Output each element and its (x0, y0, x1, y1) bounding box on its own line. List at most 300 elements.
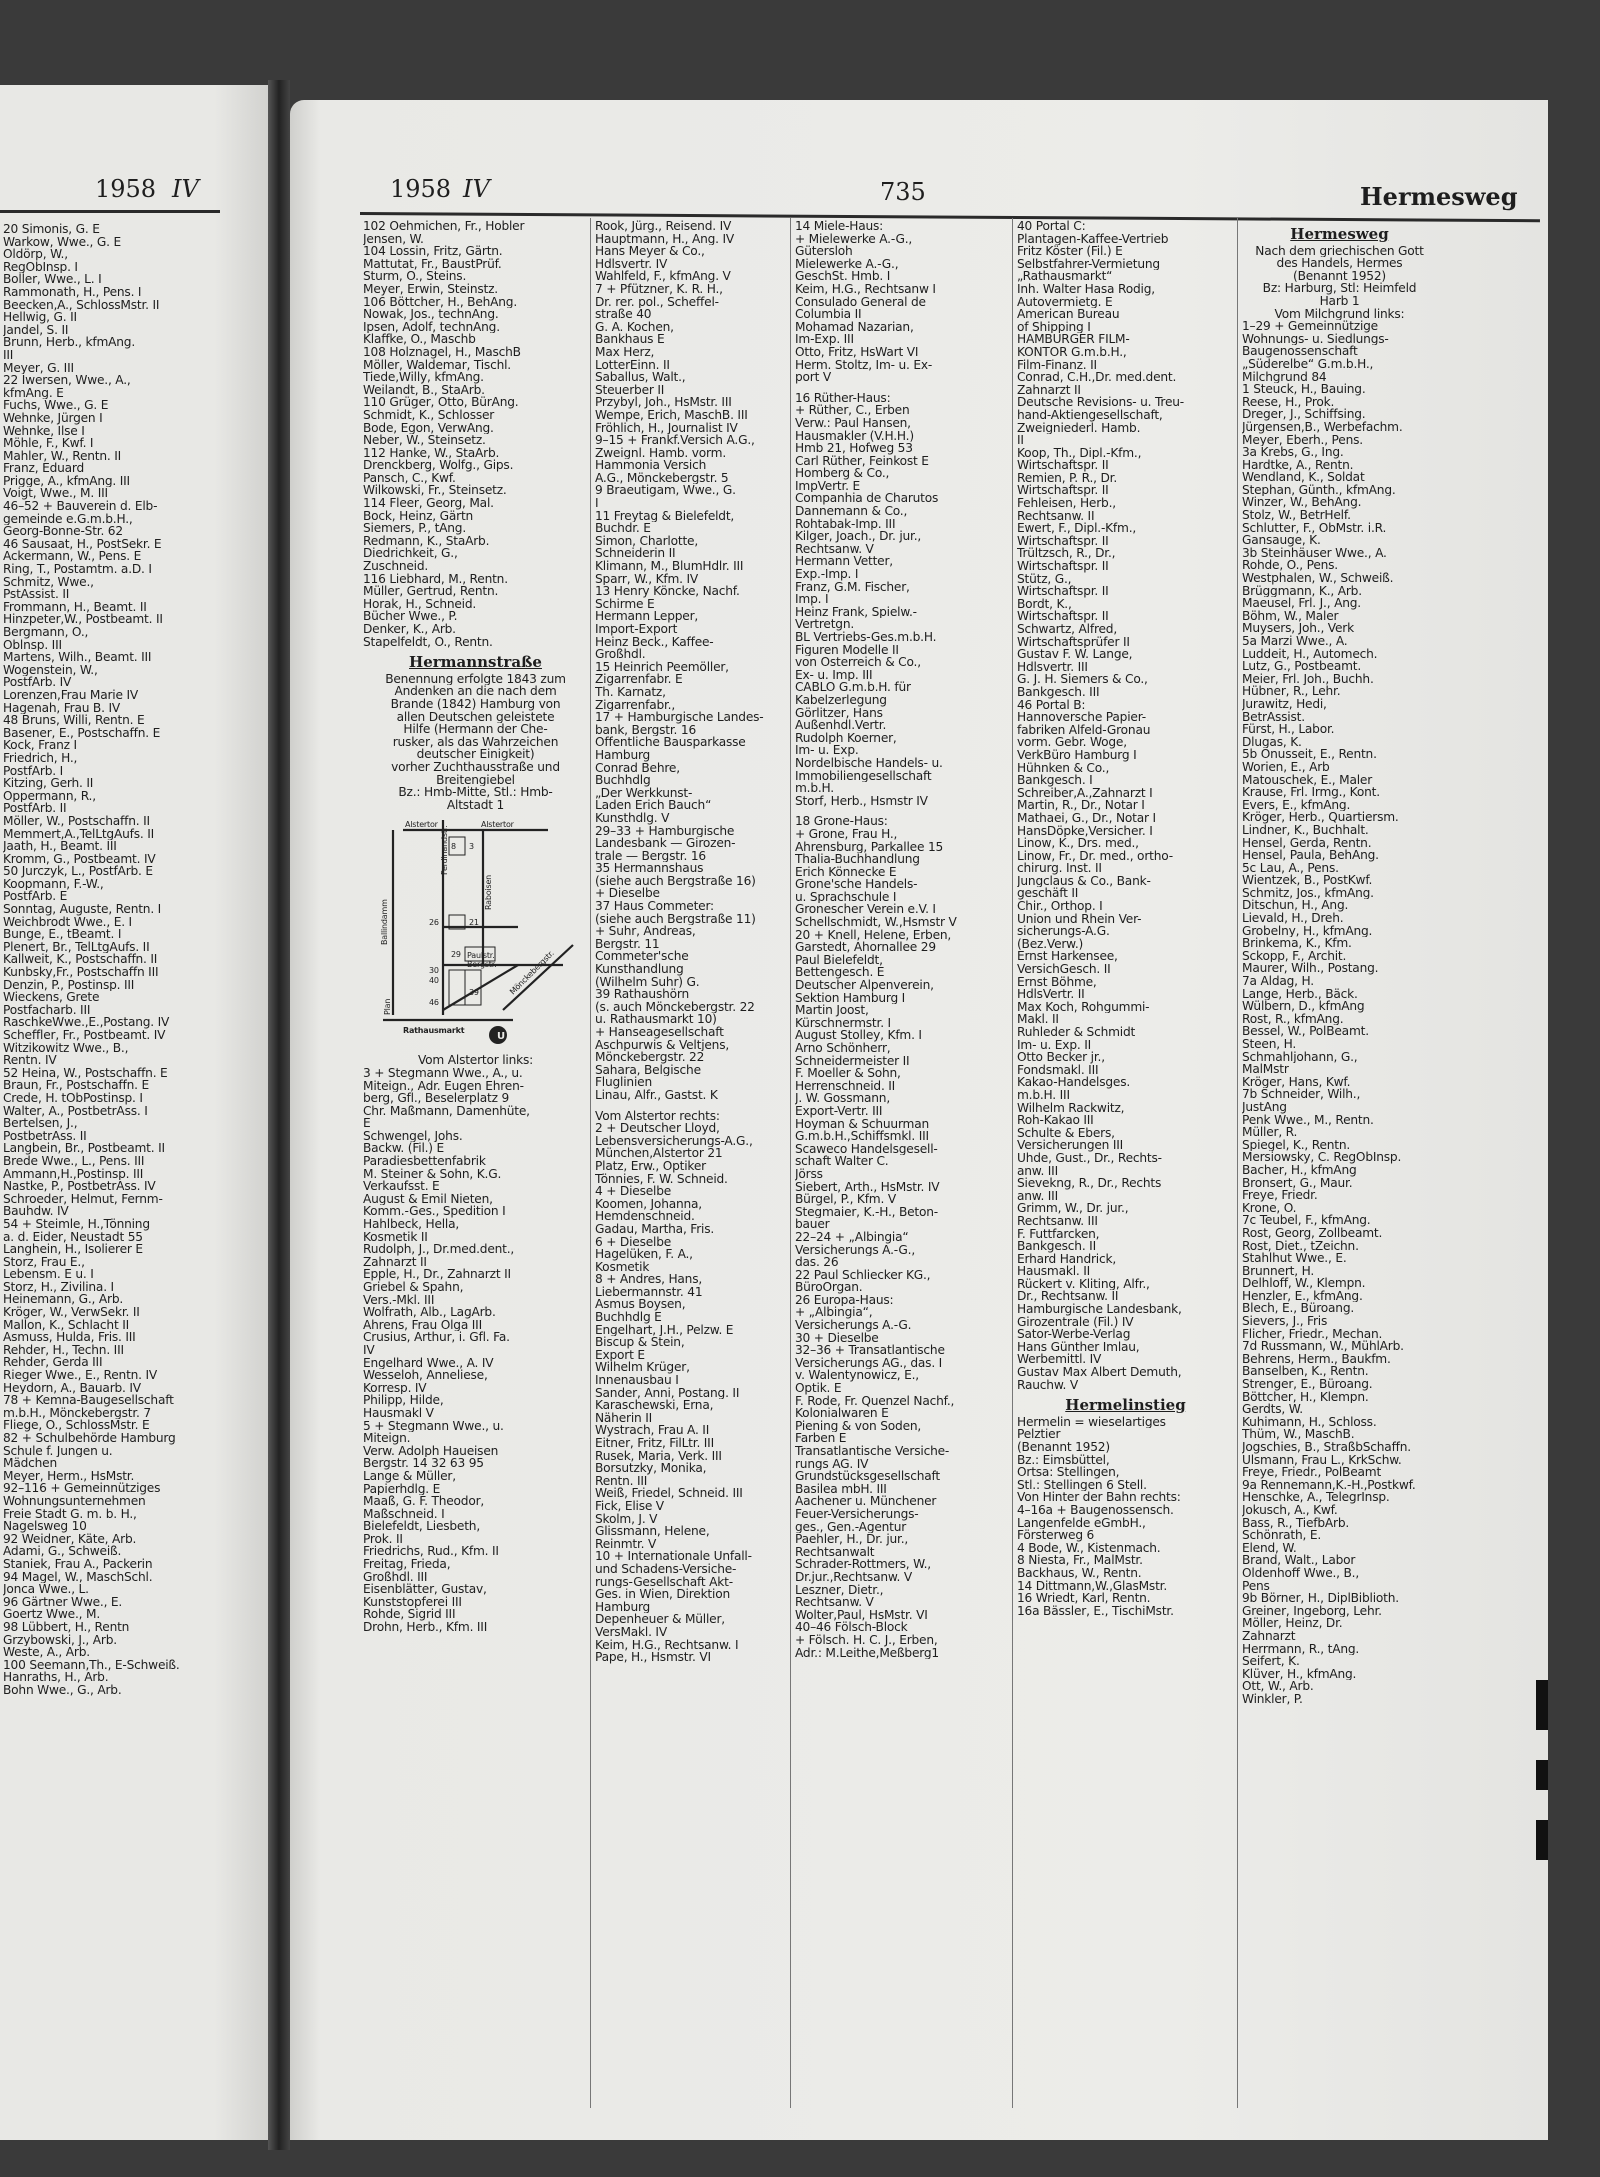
directory-line: Weiß, Friedel, Schneid. III (595, 1487, 743, 1500)
directory-line: Roh-Kakao III (1017, 1114, 1094, 1127)
directory-line: Müller, R. (1242, 1126, 1298, 1139)
map-label-monckebergstr: Mönckebergstr. (508, 949, 556, 997)
directory-line: Ott, W., Arb. (1242, 1680, 1314, 1693)
directory-line: Wolfrath, Alb., LagArb. (363, 1306, 496, 1319)
directory-line: Backw. (Fil.) E (363, 1142, 445, 1156)
directory-line: Wientzek, B., PostKwf. (1242, 874, 1373, 887)
directory-line: Zweignl. Hamb. vorm. (595, 446, 726, 460)
directory-line: Lindner, K., Buchhalt. (1242, 823, 1369, 837)
directory-line: bank, Bergstr. 16 (595, 723, 697, 737)
column-divider (790, 218, 791, 2108)
directory-line: Wahlfeld, F., kfmAng. V (595, 270, 731, 283)
directory-line: Eitner, Fritz, FilLtr. III (595, 1437, 714, 1450)
directory-line: Bode, Egon, VerwAng. (363, 421, 494, 435)
directory-line: Tiede,Willy, kfmAng. (363, 371, 484, 384)
directory-line: Wohnungs- u. Siedlungs- (1242, 332, 1389, 346)
directory-line: 13 Henry Köncke, Nachf. (595, 585, 740, 598)
directory-line: Versicherungs AG., das. I (795, 1356, 943, 1370)
directory-line: Paehler, H., Dr. jur., (795, 1533, 909, 1546)
directory-line: Schneidermeister II (795, 1054, 910, 1068)
directory-line: 3 + Stegmann Wwe., A., u. (363, 1066, 523, 1080)
directory-line (795, 384, 1009, 392)
directory-line: Koop, Th., Dipl.-Kfm., (1017, 446, 1142, 460)
intro-line: Breitengiebel (436, 773, 515, 787)
directory-line: Gustav Max Albert Demuth, (1017, 1366, 1182, 1379)
directory-line: Bessel, W., PolBeamt. (1242, 1025, 1369, 1038)
directory-line: Jurawitz, Hedi, (1242, 697, 1327, 711)
directory-line: Heinz Frank, Spielw.- (795, 605, 917, 619)
directory-line: 3b Steinhäuser Wwe., A. (1242, 546, 1387, 560)
map-label-ballindamm: Ballindamm (380, 899, 389, 946)
directory-line: Milchgrund 84 (1242, 370, 1327, 384)
directory-line: Bankhaus E (595, 333, 665, 346)
directory-line: (siehe auch Bergstraße 11) (595, 912, 756, 926)
directory-line: 94 Magel, W., MaschSchl. (3, 1570, 153, 1584)
directory-line: 100 Seemann,Th., E-Schweiß. (3, 1658, 180, 1672)
directory-line: Evers, E., kfmAng. (1242, 798, 1351, 812)
directory-line: Neber, W., Steinsetz. (363, 434, 486, 447)
directory-line: LotterEinn. II (595, 358, 670, 372)
svg-text:U: U (497, 1031, 505, 1043)
directory-line: trale — Bergstr. 16 (595, 849, 706, 863)
directory-line: Sahara, Belgische (595, 1063, 701, 1077)
directory-line (795, 807, 1009, 815)
directory-line: 54 + Steimle, H.,Tönning (3, 1217, 150, 1231)
directory-line: Farben E (795, 1432, 847, 1445)
directory-line: Martin Joost, (795, 1004, 869, 1017)
directory-line: Fehleisen, Herb., (1017, 497, 1116, 510)
directory-line: Kunsthandlung (595, 963, 684, 976)
directory-line: Komm.-Ges., Spedition I (363, 1205, 506, 1219)
left-header-issue: IV (172, 175, 199, 203)
intro-line: deutscher Einigkeit) (416, 748, 535, 761)
directory-line: Von Hinter der Bahn rechts: (1017, 1491, 1181, 1504)
directory-line: Hahlbeck, Hella, (363, 1218, 460, 1231)
directory-line: Zahnarzt (1242, 1629, 1296, 1643)
directory-line: 22 Iwersen, Wwe., A., (3, 374, 131, 387)
directory-line: 108 Holznagel, H., MaschB (363, 345, 521, 359)
directory-line: 7a Aldag, H. (1242, 975, 1314, 988)
directory-line: Kabelzerlegung (795, 693, 887, 707)
directory-line: Pens (1242, 1579, 1270, 1593)
directory-line: Nowak, Jos., technAng. (363, 308, 499, 321)
directory-line: 39 Rathaushörn (595, 988, 689, 1001)
directory-line: Backhaus, W., Rentn. (1017, 1566, 1142, 1580)
directory-line: München,Alstertor 21 (595, 1147, 723, 1160)
directory-line: Mattutat, Fr., BaustPrüf. (363, 257, 502, 271)
directory-line: u. Sprachschule I (795, 890, 897, 904)
directory-line: Hoyman & Schuurman (795, 1117, 930, 1131)
edge-tab (1536, 1760, 1548, 1790)
directory-line: Bielefeldt, Liesbeth, (363, 1520, 481, 1533)
directory-line: Bordt, K., (1017, 597, 1072, 611)
directory-line: August Stolley, Kfm. I (795, 1029, 922, 1042)
intro-line: Nach dem griechischen Gott (1255, 244, 1424, 258)
directory-line: 8 Niesta, Fr., MalMstr. (1017, 1554, 1143, 1567)
directory-line: „Süderelbe“ G.m.b.H., (1242, 357, 1374, 371)
directory-line: Drenckberg, Wolfg., Gips. (363, 459, 514, 472)
map-label-bergstr: Bergstr. (467, 960, 497, 970)
directory-line: Krone, O. (1242, 1201, 1297, 1215)
directory-line: Hamburg (595, 1600, 651, 1614)
directory-line: + Hanseagesellschaft (595, 1026, 724, 1039)
directory-line: Oldenhoff Wwe., B., (1242, 1566, 1360, 1580)
directory-line: Hübner, R., Lehr. (1242, 685, 1341, 698)
street-heading-hermannstrasse: Hermannstraße (409, 653, 542, 672)
directory-line: Kröger, Herb., Quartiersm. (1242, 811, 1399, 824)
directory-line: Griebel & Spahn, (363, 1281, 464, 1294)
directory-line: Meyer, Eberh., Pens. (1242, 433, 1363, 447)
directory-line: Hensel, Gerda, Rentn. (1242, 836, 1372, 850)
directory-line: Näherin II (595, 1411, 652, 1425)
street-intro (363, 673, 588, 812)
directory-line: Rohde, O., Pens. (1242, 559, 1338, 573)
directory-line: Heinz Beck., Kaffee- (595, 635, 714, 649)
directory-line: 30 + Dieselbe (795, 1331, 879, 1345)
directory-line: 9a Rennemann,K.-H.,Postkwf. (1242, 1478, 1416, 1492)
directory-line: Mathaei, G., Dr., Notar I (1017, 811, 1156, 825)
directory-line: Mielewerke A.-G., (795, 257, 899, 271)
right-page (290, 100, 1548, 2140)
directory-line: Rentn. IV (3, 1054, 57, 1067)
directory-line: Außenhdl.Vertr. (795, 719, 887, 732)
intro-line: vorher Zuchthausstraße und (391, 760, 560, 774)
directory-line: Kitzing, Gerh. II (3, 777, 94, 790)
directory-line: Henzler, E., kfmAng. (1242, 1289, 1363, 1303)
directory-line: E (363, 1117, 371, 1130)
directory-line: 40–46 Fölsch-Block (795, 1621, 908, 1634)
directory-line: 48 Bruns, Willi, Rentn. E (3, 714, 145, 727)
directory-line: Klüver, H., kfmAng. (1242, 1667, 1357, 1681)
directory-line: IV (363, 1343, 375, 1357)
directory-line: Sonntag, Auguste, Rentn. I (3, 903, 162, 916)
directory-line: Stl.: Stellingen 6 Stell. (1017, 1478, 1147, 1492)
directory-line: Rechtsanw. V (795, 1596, 874, 1609)
directory-line: Gronescher Verein e.V. I (795, 903, 936, 917)
directory-line: Bankgesch. I (1017, 774, 1093, 787)
directory-line: A.G., Mönckebergstr. 5 (595, 471, 729, 485)
directory-line: rungs-Gesellschaft Akt- (595, 1575, 733, 1589)
column-divider (590, 218, 591, 2108)
directory-line: Dannemann & Co., (795, 505, 908, 518)
directory-line: Kosmetik (595, 1260, 650, 1274)
directory-line: Gadau, Martha, Fris. (595, 1222, 715, 1236)
column-divider (1237, 218, 1238, 2108)
map-number: 8 (451, 842, 456, 852)
map-number: 40 (429, 976, 439, 986)
directory-line: Schroeder, Helmut, Fernm- (3, 1192, 163, 1206)
directory-line: Figuren Modelle II (795, 643, 899, 657)
directory-line: Hammonia Versich (595, 459, 707, 472)
directory-line: Freitag, Frieda, (363, 1558, 451, 1571)
directory-line: Hemdenschneid. (595, 1210, 695, 1223)
directory-line: Zweigniederl. Hamb. (1017, 421, 1141, 435)
directory-line: 114 Fleer, Georg, Mal. (363, 497, 494, 510)
directory-line: Hühnken & Co., (1017, 761, 1110, 775)
directory-line: Klimann, M., BlumHdlr. III (595, 560, 744, 573)
directory-line: Kock, Franz I (3, 739, 77, 752)
directory-line: 2 + Deutscher Lloyd, (595, 1122, 720, 1135)
directory-line: Öffentliche Bausparkasse (595, 736, 746, 749)
directory-line: Rechtsanw. II (1017, 509, 1095, 523)
directory-line: JustAng (1242, 1100, 1287, 1114)
directory-line: 17 + Hamburgische Landes- (595, 711, 764, 724)
directory-line: Ernst Harkensee, (1017, 950, 1118, 964)
directory-line: Commeter'sche (595, 950, 689, 964)
directory-line: Innenausbau I (595, 1374, 679, 1387)
directory-line: Engelhard Wwe., A. IV (363, 1356, 494, 1370)
directory-line: (s. auch Mönckebergstr. 22 (595, 1000, 755, 1014)
directory-line: Mersiowsky, C. RegObInsp. (1242, 1151, 1402, 1164)
directory-line: Dreger, J., Schiffsing. (1242, 408, 1366, 421)
directory-line: Optik. E (795, 1382, 842, 1395)
map-label-alstertor: Alstertor (405, 820, 438, 830)
directory-line: Export-Vertr. III (795, 1104, 883, 1118)
directory-line: Rohde, Sigrid III (363, 1608, 456, 1622)
directory-line: F. Futtfarcken, (1017, 1227, 1100, 1241)
directory-line: Horak, H., Schneid. (363, 597, 477, 611)
directory-line: Grobelny, H., kfmAng. (1242, 924, 1373, 938)
directory-line: Hausmakl V (363, 1406, 434, 1420)
directory-line: Zigarrenfabr., (595, 698, 676, 712)
directory-line: Rohtabak-Imp. III (795, 517, 896, 531)
directory-line: HAMBURGER FILM- (1017, 333, 1130, 346)
directory-line: Reinmtr. V (595, 1537, 657, 1551)
directory-line: PstAssist. II (3, 588, 70, 601)
directory-line: Mädchen (3, 1457, 57, 1470)
directory-line: Georg-Bonne-Str. 62 (3, 525, 123, 538)
directory-line: Hauptmann, H., Ang. IV (595, 232, 735, 246)
directory-line: Hardtke, A., Rentn. (1242, 458, 1354, 472)
directory-line: Steuerber II (595, 383, 665, 397)
directory-line: Ulsmann, Frau L., KrkSchw. (1242, 1453, 1402, 1467)
directory-line: Lange & Müller, (363, 1469, 456, 1483)
intro-line: Vom Milchgrund links: (1274, 307, 1405, 321)
directory-line: Heinemann, G., Arb. (3, 1293, 124, 1307)
directory-line: 82 + Schulbehörde Hamburg (3, 1432, 176, 1445)
directory-line: ImpVertr. E (795, 479, 861, 493)
directory-line: Wülbern, D., kfmAng (1242, 1000, 1365, 1013)
directory-line: Wolter,Paul, HsMstr. VI (795, 1608, 928, 1622)
directory-line: Remien, P. R., Dr. (1017, 471, 1118, 485)
directory-line: Deutsche Revisions- u. Treu- (1017, 396, 1184, 409)
directory-line: schaft Walter C. (795, 1155, 889, 1168)
directory-line: Fürst, H., Labor. (1242, 723, 1335, 736)
directory-line: Hdlsvertr. IV (595, 257, 668, 271)
directory-line: Reese, H., Prok. (1242, 395, 1335, 409)
intro-line: Bz: Harburg, Stl: Heimfeld (1262, 282, 1417, 295)
directory-line: m.b.H. III (1017, 1088, 1070, 1102)
directory-line: Lutz, G., Postbeamt. (1242, 660, 1362, 673)
directory-line: Hellwig, G. II (3, 311, 77, 324)
directory-line: Basener, E., Postschaffn. E (3, 726, 161, 740)
directory-line: Redmann, K., StaArb. (363, 534, 490, 548)
directory-line: Seifert, K. (1242, 1655, 1300, 1668)
directory-line: Trültzsch, R., Dr., (1017, 547, 1116, 561)
intro-line: rusker, als das Wahrzeichen (392, 735, 559, 749)
directory-line: + „Albingia“, (795, 1306, 873, 1320)
directory-line: Schulte & Ebers, (1017, 1126, 1115, 1140)
directory-line: Max Herz, (595, 345, 655, 359)
directory-line: + Suhr, Andreas, (595, 925, 696, 938)
directory-line: Frommann, H., Beamt. II (3, 600, 147, 614)
directory-line: Storz, H., Zivilina. I (3, 1280, 114, 1294)
directory-line: u. Rathausmarkt 10) (595, 1013, 717, 1026)
directory-line: Im-Exp. III (795, 333, 854, 346)
directory-line: Memmert,A.,TelLtgAufs. II (3, 827, 154, 841)
directory-line: Boller, Wwe., L. I (3, 273, 102, 286)
directory-line: Siemers, P., tAng. (363, 522, 467, 535)
hermannstrasse-entries (363, 1067, 588, 1634)
directory-line: Schule f. Jungen u. (3, 1444, 113, 1458)
intro-line: Benennung erfolgte 1843 zum (385, 672, 566, 686)
directory-line: PostfArb. IV (3, 676, 72, 689)
directory-line: von Österreich & Co., (795, 656, 921, 669)
street-heading-hermesweg: Hermesweg (1290, 225, 1389, 243)
directory-line: 16a Bässler, E., TischiMstr. (1017, 1604, 1174, 1618)
directory-line: Otto Becker jr., (1017, 1051, 1105, 1064)
directory-line: Meyer, Erwin, Steinstz. (363, 282, 498, 296)
directory-line: American Bureau (1017, 308, 1120, 321)
directory-line: Dlugas, K. (1242, 735, 1302, 749)
directory-line: Immobiliengesellschaft (795, 769, 932, 783)
directory-line: Hannoversche Papier- (1017, 711, 1146, 724)
directory-line: 40 Portal C: (1017, 220, 1086, 233)
directory-line: Rechtsanw. V (795, 542, 874, 556)
directory-line: Versicherungen III (1017, 1139, 1124, 1152)
directory-line: Wohnungsunternehmen (3, 1494, 146, 1508)
directory-line: Th. Karnatz, (595, 685, 666, 699)
directory-line: chirurg. Inst. II (1017, 862, 1102, 875)
directory-line: Nastke, P., PostbetrAss. IV (3, 1180, 156, 1193)
directory-line: J. W. Gossmann, (795, 1092, 891, 1105)
right-header-year: 1958 (390, 175, 452, 203)
directory-line: G. A. Kochen, (595, 320, 674, 334)
directory-line: Sturm, O., Steins. (363, 270, 467, 283)
directory-line: Hausmakl. II (1017, 1265, 1091, 1278)
column-4 (1017, 220, 1234, 2115)
directory-line: 7c Teubel, F., kfmAng. (1242, 1214, 1371, 1227)
directory-line: Fluglinien (595, 1076, 652, 1089)
directory-line: sicherungs-A.G. (1017, 925, 1110, 938)
directory-line: Inh. Walter Hasa Rodig, (1017, 282, 1155, 296)
directory-line: Pansch, C., Kwf. (363, 471, 456, 485)
directory-line: Aschpurwis & Veltjens, (595, 1038, 730, 1052)
directory-line: 4 Bode, W., Kistenmach. (1017, 1541, 1161, 1555)
map-label-alstertor: Alstertor (481, 820, 514, 830)
directory-line: Crusius, Arthur, i. Gfl. Fa. (363, 1331, 510, 1344)
directory-line: 50 Jurczyk, L., PostfArb. E (3, 865, 153, 878)
directory-line: Miteign. (363, 1432, 411, 1445)
directory-line: 46–52 + Bauverein d. Elb- (3, 500, 158, 513)
directory-line: Schwartz, Alfred, (1017, 623, 1117, 636)
map-number: 29 (451, 950, 461, 960)
directory-line: Ortsa: Stellingen, (1017, 1466, 1120, 1479)
directory-line: Versicherungs A.-G. (795, 1319, 912, 1332)
directory-line: Liebermannstr. 41 (595, 1285, 703, 1299)
directory-line: 20 Simonis, G. E (3, 223, 100, 236)
directory-line: Plantagen-Kaffee-Vertrieb (1017, 232, 1169, 246)
map-label-rathausmarkt: Rathausmarkt (403, 1026, 465, 1036)
edge-tab (1536, 1680, 1548, 1730)
directory-line: 9–15 + Frankf.Versich A.G., (595, 434, 755, 447)
directory-line: Papierhdlg. E (363, 1482, 441, 1496)
directory-line: 22–24 + „Albingia“ (795, 1230, 909, 1244)
directory-line: Kuhimann, H., Schloss. (1242, 1415, 1377, 1429)
directory-line: Gansauge, K. (1242, 534, 1321, 547)
directory-line: Schwengel, Johs. (363, 1129, 463, 1143)
header-rule (0, 210, 220, 213)
directory-line: Karaschewski, Erna, (595, 1399, 714, 1412)
directory-line: Paul Bielefeldt, (795, 953, 883, 967)
directory-line: RaschkeWwe.,E.,Postang. IV (3, 1016, 170, 1029)
directory-line: Spiegel, K., Rentn. (1242, 1138, 1351, 1152)
directory-line: Sektion Hamburg I (795, 991, 906, 1005)
directory-line: ges., Gen.-Agentur (795, 1520, 907, 1534)
directory-line: Mönckebergstr. 22 (595, 1051, 705, 1064)
directory-line: Delhloff, W., Klempn. (1242, 1277, 1366, 1290)
directory-line: Engelhart, J.H., Pelzw. E (595, 1323, 734, 1337)
directory-line: Arno Schönherr, (795, 1042, 891, 1055)
directory-line: Krause, Frl. Irmg., Kont. (1242, 786, 1380, 799)
directory-line: Vers.-Mkl. III (363, 1293, 435, 1307)
street-heading-hermelinstieg: Hermelinstieg (1065, 1396, 1186, 1415)
directory-line: Walter, A., PostbetrAss. I (3, 1104, 148, 1118)
directory-line: Hmb 21, Hofweg 53 (795, 442, 913, 455)
directory-line: Staniek, Frau A., Packerin (3, 1557, 153, 1571)
directory-line: Zahnarzt II (363, 1255, 427, 1269)
directory-line: fabriken Alfeld-Gronau (1017, 723, 1151, 737)
directory-line: Stegmaier, K.-H., Beton- (795, 1205, 938, 1219)
intro-line: Brande (1842) Hamburg von (390, 697, 561, 711)
directory-line: Schellschmidt, W.,Hsmstr V (795, 916, 957, 929)
directory-line: Hermelin = wieselartiges (1017, 1415, 1166, 1429)
directory-line: Jaath, H., Beamt. III (3, 840, 117, 853)
directory-line: Bankgesch. III (1017, 685, 1100, 699)
directory-line: Prigge, A., kfmAng. III (3, 474, 130, 488)
directory-line: Rechtsanw. III (1017, 1214, 1098, 1228)
map-label-paulstr: Paulstr. (467, 951, 495, 961)
directory-line: 5b Onusseit, E., Rentn. (1242, 748, 1377, 761)
directory-line: Möller, W., Postschaffn. II (3, 814, 150, 828)
directory-line: Penk Wwe., M., Rentn. (1242, 1113, 1374, 1127)
directory-line: m.b.H., Mönckebergstr. 7 (3, 1406, 151, 1420)
directory-line: PostfArb. I (3, 764, 64, 778)
directory-line: Bohn Wwe., G., Arb. (3, 1683, 122, 1697)
directory-line: BüroOrgan. (795, 1281, 863, 1294)
directory-line: 20 + Knell, Helene, Erben, (795, 928, 952, 942)
directory-line: Korresp. IV (363, 1381, 427, 1395)
directory-line: Hamburg (595, 748, 651, 762)
directory-line: Kallweit, K., Postschaffn. II (3, 953, 158, 967)
directory-line: 15 Heinrich Peemöller, (595, 660, 729, 674)
directory-line: Aachener u. Münchener (795, 1495, 937, 1508)
intro-line: Altstadt 1 (446, 798, 505, 812)
directory-line: Jörss (795, 1167, 823, 1181)
directory-line: Matouschek, E., Maler (1242, 773, 1373, 787)
directory-line: Lorenzen,Frau Marie IV (3, 688, 138, 702)
directory-line: 46 Portal B: (1017, 698, 1086, 712)
directory-line: geschäft II (1017, 887, 1079, 901)
directory-line: Postfacharb. III (3, 1003, 91, 1017)
directory-line: Braun, Fr., Postschaffn. E (3, 1079, 149, 1092)
directory-line: F. Moeller & Sohn, (795, 1067, 901, 1080)
directory-line: Wehnke, Ilse I (3, 424, 85, 438)
directory-line: Prok. II (363, 1532, 403, 1546)
directory-line: Rook, Jürg., Reisend. IV (595, 220, 732, 233)
directory-line: Kunbsky,Fr., Postschaffn III (3, 966, 159, 979)
directory-line: VerkBüro Hamburg I (1017, 748, 1137, 762)
